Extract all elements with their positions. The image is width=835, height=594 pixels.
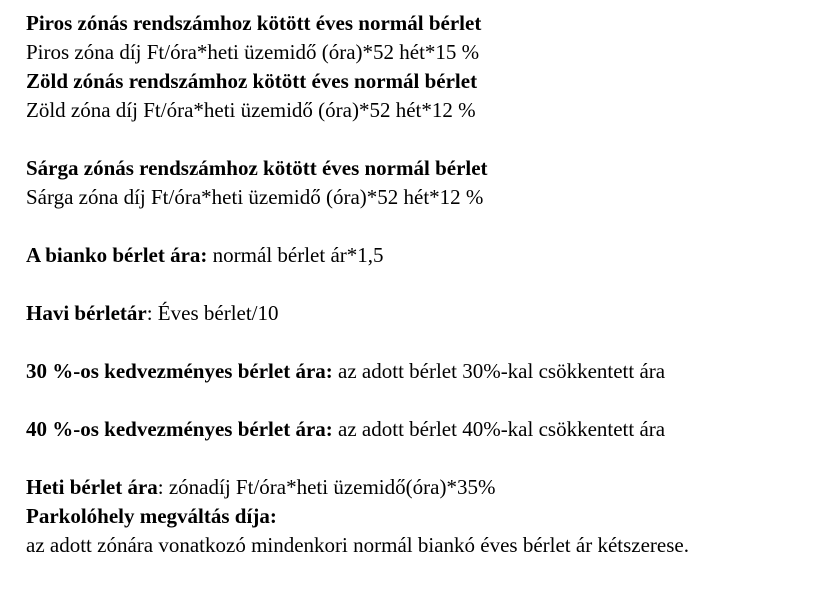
discount-40-label: 40 %-os kedvezményes bérlet ára:: [26, 417, 333, 441]
parking-text: az adott zónára vonatkozó mindenkori normál biankó éves bérlet ár kétszerese.: [26, 533, 689, 557]
monthly-pass-text: : Éves bérlet/10: [146, 301, 279, 325]
monthly-pass-line: [26, 299, 831, 328]
parking-label-line: [26, 502, 831, 531]
spacer: [26, 270, 831, 299]
spacer: [26, 328, 831, 357]
blank-pass-text: normál bérlet ár*1,5: [207, 243, 384, 267]
discount-30-label: 30 %-os kedvezményes bérlet ára:: [26, 359, 333, 383]
parking-label: Parkolóhely megváltás díja:: [26, 504, 277, 528]
discount-30-line: [26, 357, 831, 386]
spacer: [26, 125, 831, 154]
yellow-zone-formula: Sárga zóna díj Ft/óra*heti üzemidő (óra)*52 hét*12 %: [26, 185, 484, 209]
weekly-pass-text: : zónadíj Ft/óra*heti üzemidő(óra)*35%: [157, 475, 496, 499]
blank-pass-label: A bianko bérlet ára:: [26, 243, 208, 267]
green-zone-title: Zöld zónás rendszámhoz kötött éves normál bérlet: [26, 69, 478, 93]
discount-30-text: az adott bérlet 30%-kal csökkentett ára: [332, 359, 666, 383]
spacer: [26, 386, 831, 415]
spacer: [26, 212, 831, 241]
spacer: [26, 444, 831, 473]
green-zone-formula: Zöld zóna díj Ft/óra*heti üzemidő (óra)*52 hét*12 %: [26, 98, 476, 122]
document-body: [26, 9, 831, 560]
discount-40-line: [26, 415, 831, 444]
weekly-pass-label: Heti bérlet ára: [26, 475, 158, 499]
red-zone-title: Piros zónás rendszámhoz kötött éves normál bérlet: [26, 11, 482, 35]
yellow-zone-title: Sárga zónás rendszámhoz kötött éves normál bérlet: [26, 156, 488, 180]
red-zone-formula: Piros zóna díj Ft/óra*heti üzemidő (óra)*52 hét*15 %: [26, 40, 480, 64]
weekly-pass-line: [26, 473, 831, 502]
discount-40-text: az adott bérlet 40%-kal csökkentett ára: [332, 417, 666, 441]
blank-pass-line: [26, 241, 831, 270]
monthly-pass-label: Havi bérletár: [26, 301, 147, 325]
